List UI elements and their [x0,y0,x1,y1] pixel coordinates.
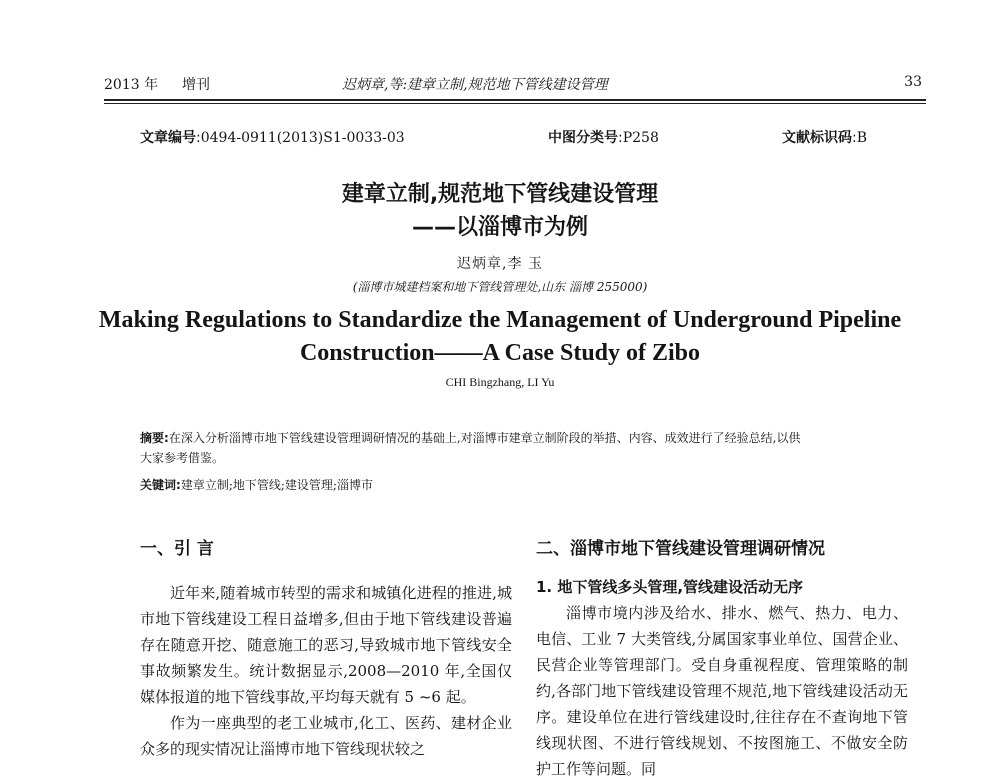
abstract-text-line1: 在深入分析淄博市地下管线建设管理调研情况的基础上,对淄博市建章立制阶段的举措、内容、成效进行了经验总结,以供 [168,431,801,445]
section-heading-introduction: 一、引 言 [140,539,214,559]
clc-value: P258 [622,130,659,146]
article-number-label: 文章编号 [140,130,196,146]
header-issue: 增刊 [182,77,210,93]
keywords-label: 关键词: [140,478,181,492]
article-number: 文章编号:0494-0911(2013)S1-0033-03 [140,130,405,146]
running-header [104,68,926,94]
abstract [140,428,900,468]
page-number: 33 [904,74,922,90]
affiliation: (淄博市城建档案和地下管线管理处,山东 淄博 255000) [352,280,648,294]
left-column [140,536,512,762]
title-en-line2: Construction——A Case Study of Zibo [299,340,701,366]
survey-paragraph-1: 淄博市境内涉及给水、排水、燃气、热力、电力、电信、工业 7 大类管线,分属国家事业单位、国营企业、民营企业等管理部门。受自身重视程度、管理策略的制约,各部门地下管线建设管理不规范,地下管线建设活动无序。建设单位在进行管线建设时,往往存在不查询地下管线现状图、不进行管线规划、不按图施工、不做安全防护工作等问题。同 [536,604,908,778]
document-code: 文献标识码:B [782,130,868,146]
header-running-title: 迟炳章,等:建章立制,规范地下管线建设管理 [342,77,608,93]
title-zh-line2: ——以淄博市为例 [411,215,588,240]
authors-zh: 迟炳章,李 玉 [457,256,543,272]
document-code-label: 文献标识码 [782,130,852,146]
right-column [536,536,908,782]
abstract-text-line2: 大家参考借鉴。 [140,451,225,465]
clc-label: 中图分类号 [548,130,618,146]
header-rule-thin [104,103,926,104]
keywords-text: 建章立制;地下管线;建设管理;淄博市 [180,478,373,492]
clc-number: 中图分类号:P258 [548,130,659,146]
title-zh-line1: 建章立制,规范地下管线建设管理 [341,182,659,207]
intro-paragraph-2: 作为一座典型的老工业城市,化工、医药、建材企业众多的现实情况让淄博市地下管线现状较之 [140,714,512,758]
article-number-value: 0494-0911(2013)S1-0033-03 [200,130,405,146]
header-rule-thick [104,99,926,101]
section-heading-survey: 二、淄博市地下管线建设管理调研情况 [536,539,825,559]
document-code-value: B [856,130,868,146]
authors-en: CHI Bingzhang, LI Yu [445,375,555,389]
header-year: 2013 年 [104,77,159,93]
abstract-label: 摘要: [140,431,169,445]
title-en-line1: Making Regulations to Standardize the Management of Underground Pipeline [98,307,902,333]
intro-paragraph-1: 近年来,随着城市转型的需求和城镇化进程的推进,城市地下管线建设工程日益增多,但由于地下管线建设普遍存在随意开挖、随意施工的恶习,导致城市地下管线安全事故频繁发生。统计数据显示,2008—2010 年,全国仅媒体报道的地下管线事故,平均每天就有 5 ~6 起。 [140,584,512,706]
keywords [140,476,900,493]
subsection-heading-1: 1. 地下管线多头管理,管线建设活动无序 [536,578,804,596]
